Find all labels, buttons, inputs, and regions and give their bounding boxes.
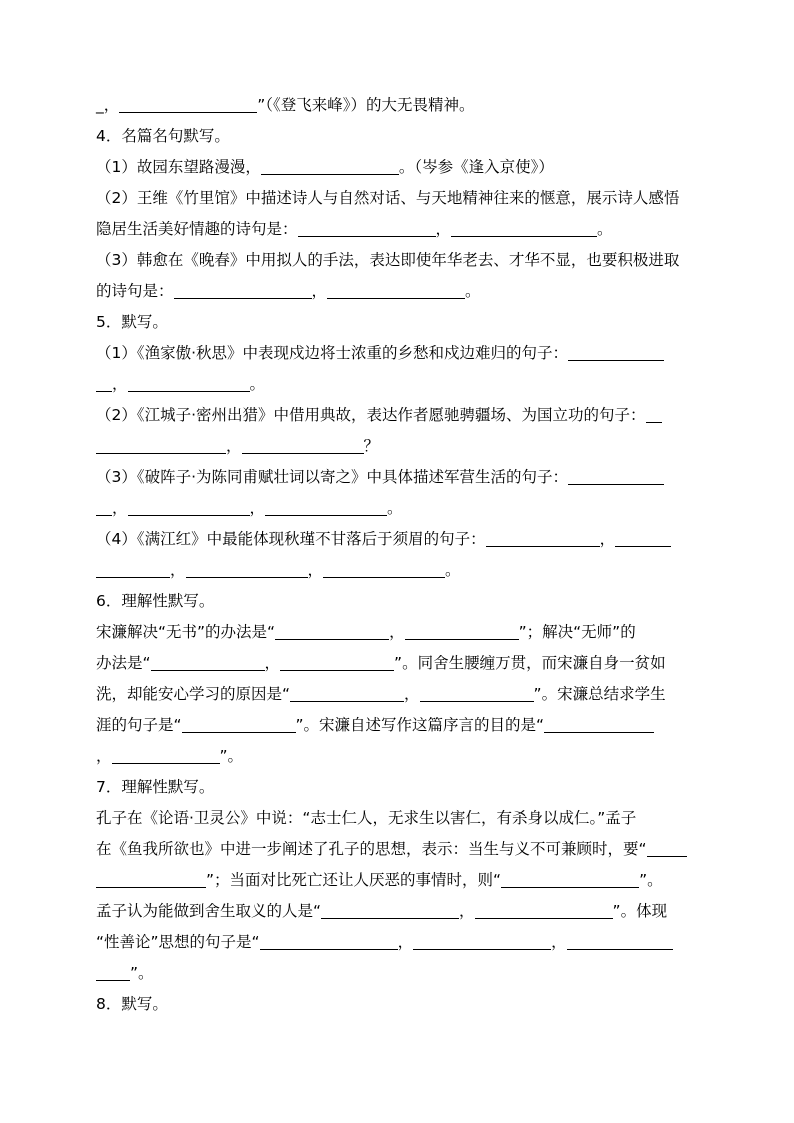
fill-in-blank[interactable]	[298, 220, 436, 237]
line-text: 5．默写。	[96, 313, 168, 331]
text-line	[96, 834, 701, 865]
line-text: ，	[170, 561, 186, 579]
fill-in-blank[interactable]	[568, 468, 664, 485]
line-text: ，	[96, 747, 112, 765]
fill-in-blank[interactable]	[647, 840, 687, 857]
fill-in-blank[interactable]	[475, 902, 613, 919]
fill-in-blank[interactable]	[151, 654, 265, 671]
line-text: （1）《渔家傲·秋思》中表现戍边将士浓重的乡愁和戍边难归的句子：	[96, 344, 569, 362]
fill-in-blank[interactable]	[112, 747, 220, 764]
line-text: （3）韩愈在《晚春》中用拟人的手法，表达即使年华老去、才华不显，也要积极进取	[96, 251, 680, 269]
line-text: ？	[363, 437, 380, 455]
line-text: ”。宋濂自述写作这篇序言的目的是“	[295, 716, 545, 734]
line-text: ，	[551, 933, 567, 951]
line-text: 洗，却能安心学习的原因是“	[96, 685, 291, 703]
line-text: ”。体现	[612, 902, 668, 920]
document-page	[96, 90, 701, 1020]
line-text: ，	[311, 282, 328, 300]
fill-in-blank[interactable]	[275, 623, 389, 640]
line-text: 。（岑参《逢入京使》）	[398, 158, 554, 176]
line-text: 。	[249, 375, 266, 393]
line-text: 。	[597, 220, 613, 238]
line-text: ”。	[639, 871, 663, 889]
line-text: 在《鱼我所欲也》中进一步阐述了孔子的思想，表示：当生与义不可兼顾时，要“	[96, 840, 647, 858]
line-text: _，	[96, 96, 120, 114]
fill-in-blank[interactable]	[567, 933, 673, 950]
line-text: 孔子在《论语·卫灵公》中说：“志士仁人，无求生以害仁，有杀身以成仁。”孟子	[96, 809, 637, 827]
text-line	[96, 679, 701, 710]
fill-in-blank[interactable]	[96, 375, 112, 392]
fill-in-blank[interactable]	[615, 530, 671, 547]
line-text: 6．理解性默写。	[96, 592, 215, 610]
fill-in-blank[interactable]	[242, 437, 364, 454]
line-text: （2）《江城子·密州出猎》中借用典故，表达作者愿驰骋疆场、为国立功的句子：	[96, 406, 646, 424]
fill-in-blank[interactable]	[182, 716, 296, 733]
line-text: ”。同舍生腰缠万贯，而宋濂自身一贫如	[394, 654, 666, 672]
text-line	[96, 710, 701, 741]
line-text: ，	[307, 561, 324, 579]
fill-in-blank[interactable]	[323, 561, 445, 578]
fill-in-blank[interactable]	[186, 561, 308, 578]
text-line	[96, 431, 701, 462]
line-text: ，	[226, 437, 242, 455]
fill-in-blank[interactable]	[96, 964, 130, 981]
fill-in-blank[interactable]	[405, 623, 519, 640]
text-line	[96, 121, 701, 152]
line-text: ”（《登飞来峰》）的大无畏精神。	[257, 96, 475, 114]
text-line	[96, 803, 701, 834]
text-line	[96, 276, 701, 307]
fill-in-blank[interactable]	[128, 499, 250, 516]
fill-in-blank[interactable]	[96, 871, 206, 888]
text-line	[96, 927, 701, 958]
text-line	[96, 772, 701, 803]
fill-in-blank[interactable]	[96, 499, 112, 516]
line-text: 7．理解性默写。	[96, 778, 215, 796]
line-text: 办法是“	[96, 654, 151, 672]
line-text: ，	[435, 220, 452, 238]
text-line	[96, 214, 701, 245]
text-line	[96, 617, 701, 648]
text-line	[96, 183, 701, 214]
line-text: 。	[445, 561, 461, 579]
fill-in-blank[interactable]	[96, 561, 170, 578]
fill-in-blank[interactable]	[420, 685, 534, 702]
fill-in-blank[interactable]	[261, 158, 399, 175]
line-text: ”。	[219, 747, 244, 765]
fill-in-blank[interactable]	[568, 344, 664, 361]
fill-in-blank[interactable]	[544, 716, 654, 733]
line-text: ，	[404, 685, 420, 703]
fill-in-blank[interactable]	[174, 282, 312, 299]
fill-in-blank[interactable]	[486, 530, 600, 547]
line-text: ”；解决“无师”的	[518, 623, 636, 641]
fill-in-blank[interactable]	[646, 406, 662, 423]
line-text: 。	[465, 282, 481, 300]
line-text: ，	[112, 375, 128, 393]
line-text: 隐居生活美好情趣的诗句是：	[96, 220, 298, 238]
line-text: 4．名篇名句默写。	[96, 127, 230, 145]
text-line	[96, 369, 701, 400]
line-text: （1）故园东望路漫漫，	[96, 158, 261, 176]
text-line	[96, 400, 701, 431]
line-text: ”。	[130, 964, 154, 982]
line-text: ，	[264, 654, 281, 672]
text-line	[96, 741, 701, 772]
line-text: 涯的句子是“	[96, 716, 182, 734]
line-text: 8．默写。	[96, 995, 168, 1013]
text-line	[96, 555, 701, 586]
text-line	[96, 896, 701, 927]
text-line	[96, 648, 701, 679]
line-text: ，	[389, 623, 405, 641]
line-text: ，	[397, 933, 414, 951]
text-line	[96, 338, 701, 369]
fill-in-blank[interactable]	[413, 933, 551, 950]
line-text: （3）《破阵子·为陈同甫赋壮词以寄之》中具体描述军营生活的句子：	[96, 468, 569, 486]
text-line	[96, 90, 701, 121]
fill-in-blank[interactable]	[119, 96, 257, 113]
line-text: （4）《满江红》中最能体现秋瑾不甘落后于须眉的句子：	[96, 530, 486, 548]
text-line	[96, 493, 701, 524]
fill-in-blank[interactable]	[501, 871, 639, 888]
text-line	[96, 989, 701, 1020]
text-line	[96, 958, 701, 989]
fill-in-blank[interactable]	[327, 282, 465, 299]
line-text: ，	[599, 530, 616, 548]
fill-in-blank[interactable]	[265, 499, 387, 516]
line-text: 孟子认为能做到舍生取义的人是“	[96, 902, 322, 920]
text-line	[96, 245, 701, 276]
line-text: 宋濂解决“无书”的办法是“	[96, 623, 276, 641]
line-text: “性善论”思想的句子是“	[96, 933, 260, 951]
line-text: 的诗句是：	[96, 282, 174, 300]
text-line	[96, 462, 701, 493]
text-line	[96, 586, 701, 617]
line-text: ，	[112, 499, 128, 517]
text-line	[96, 524, 701, 555]
line-text: ”。宋濂总结求学生	[533, 685, 666, 703]
text-line	[96, 865, 701, 896]
line-text: ，	[249, 499, 266, 517]
fill-in-blank[interactable]	[290, 685, 404, 702]
fill-in-blank[interactable]	[260, 933, 398, 950]
fill-in-blank[interactable]	[280, 654, 394, 671]
fill-in-blank[interactable]	[451, 220, 597, 237]
fill-in-blank[interactable]	[321, 902, 459, 919]
fill-in-blank[interactable]	[96, 437, 226, 454]
text-line	[96, 152, 701, 183]
line-text: ，	[459, 902, 475, 920]
text-line	[96, 307, 701, 338]
line-text: （2）王维《竹里馆》中描述诗人与自然对话、与天地精神往来的惬意，展示诗人感悟	[96, 189, 680, 207]
line-text: ”；当面对比死亡还让人厌恶的事情时，则“	[206, 871, 502, 889]
fill-in-blank[interactable]	[128, 375, 250, 392]
line-text: 。	[387, 499, 403, 517]
